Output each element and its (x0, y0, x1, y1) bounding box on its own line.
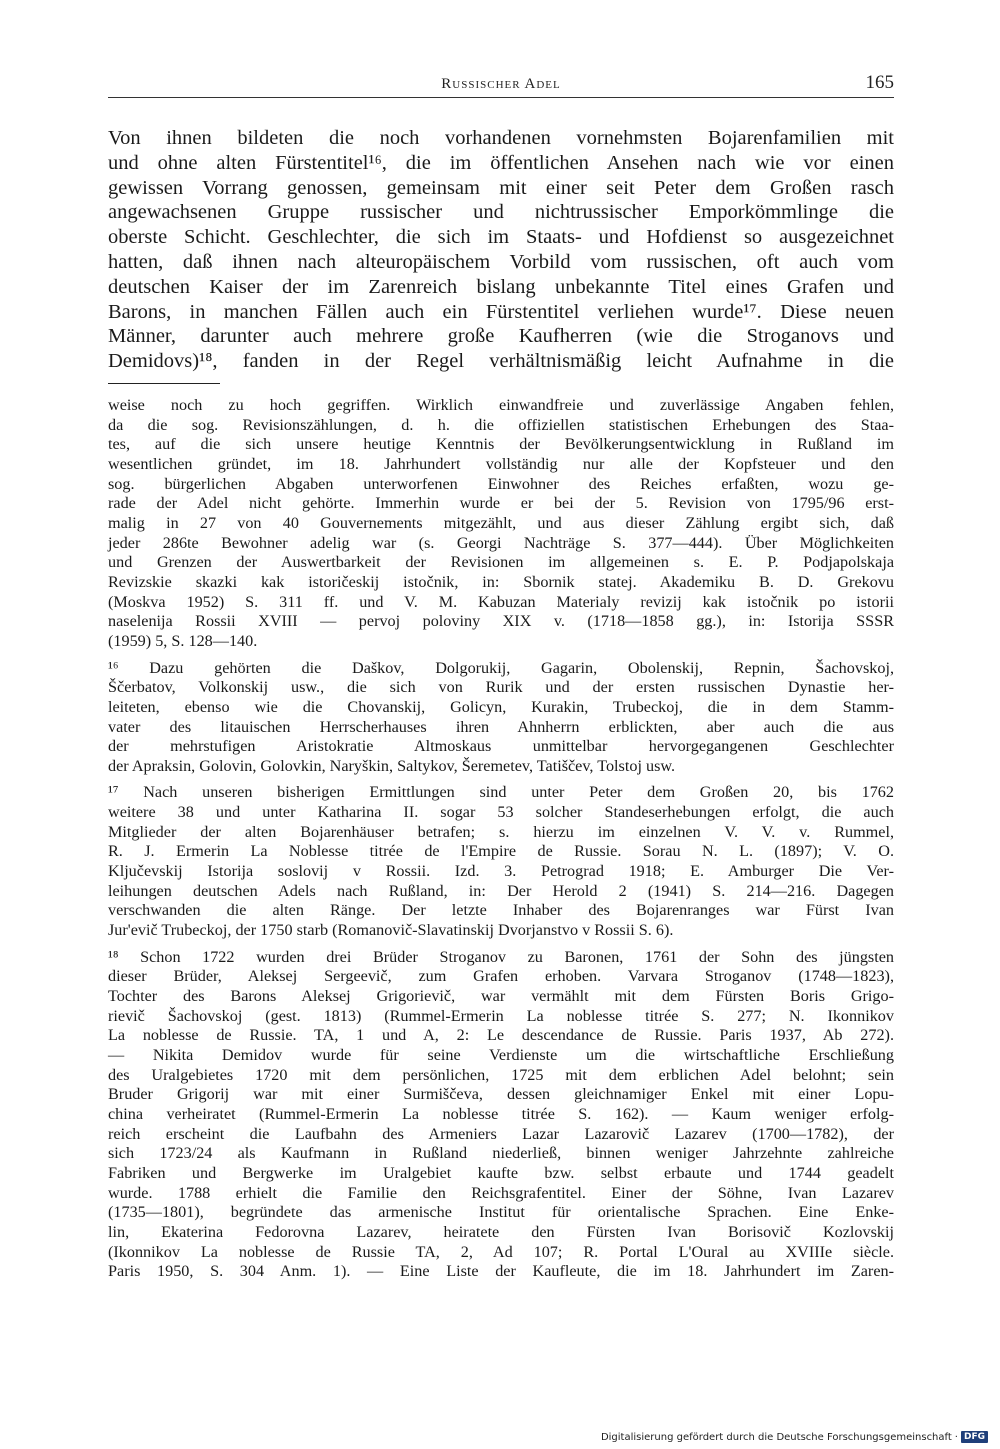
main-line: gewissen Vorrang genossen, gemeinsam mit einer seit Peter dem Großen rasch (108, 176, 894, 199)
main-line: Männer, darunter auch mehrere große Kaufherren (wie die Stroganovs und (108, 325, 894, 348)
footnote-line: leiteten, ebenso wie die Chovanskij, Golicyn, Kurakin, Trubeckoj, die in dem Stamm- (108, 697, 894, 716)
footnote-line: reich erscheint die Laufbahn des Armeniers Lazar Lazarovič Lazarev (1700—1782), der (108, 1124, 894, 1143)
footnote-line: weitere 38 und unter Katharina II. sogar 53 solcher Standeserhebungen erfolgt, die auch (108, 803, 894, 822)
footnote-line: Mitglieder der alten Bojarenhäuser betrafen; s. hierzu im einzelnen V. V. v. Rummel, (108, 822, 894, 841)
footnote-line: rade der Adel nicht gehörte. Immerhin wurde er bei der 5. Revision von 1795/96 erst- (108, 494, 894, 513)
dfg-logo: DFG (961, 1431, 988, 1443)
main-line: deutschen Kaiser der im Zarenreich bislang unbekannte Titel eines Grafen und (108, 275, 894, 298)
footnote-line: (1959) 5, S. 128—140. (108, 631, 258, 650)
digitization-footer (601, 1431, 988, 1443)
main-line: Demidovs)¹⁸, fanden in der Regel verhältnismäßig leicht Aufnahme in die (108, 350, 894, 373)
header-rule (108, 97, 894, 98)
footnote-line: Fabriken und Bergwerke im Uralgebiet kaufte bzw. selbst erbaute und 1744 geadelt (108, 1163, 894, 1182)
main-line: Von ihnen bildeten die noch vorhandenen vornehmsten Bojarenfamilien mit (108, 127, 894, 149)
footnote-line: Tochter des Barons Aleksej Grigorievič, war vermählt mit dem Fürsten Boris Grigo- (108, 987, 894, 1006)
footnote-line: tes, auf die sich unsere heutige Kenntnis der Bevölkerungsentwicklung in Rußland im (108, 435, 894, 454)
footnote-line: — Nikita Demidov wurde für seine Verdienste um die wirtschaftliche Erschließung (108, 1046, 894, 1064)
footer-separator: · (954, 1431, 958, 1443)
footer-text: Digitalisierung gefördert durch die Deutsche Forschungsgemeinschaft (600, 1431, 952, 1443)
footnote-line: ¹⁷ Nach unseren bisherigen Ermittlungen sind unter Peter dem Großen 20, bis 1762 (108, 783, 894, 802)
main-text (108, 126, 894, 374)
footnote-line: der Apraksin, Golovin, Golovkin, Naryškin, Saltykov, Šeremetev, Tatiščev, Tolstoj usw. (108, 756, 676, 775)
footnote-separator (108, 383, 220, 384)
footnote-line: Jur'evič Trubeckoj, der 1750 starb (Romanovič-Slavatinskij Dvorjanstvo v Rossii S. 6). (108, 921, 674, 940)
footnote-line: ¹⁸ Schon 1722 wurden drei Brüder Stroganov zu Baronen, 1761 der Sohn des jüngsten (108, 947, 894, 966)
footnote-line: lin, Ekaterina Fedorovna Lazarev, heiratete den Fürsten Ivan Borisovič Kozlovskij (108, 1222, 894, 1241)
footnote-line: Ključevskij Istorija soslovij v Rossii. Izd. 3. Petrograd 1918; E. Amburger Die Ver- (108, 862, 894, 881)
footnote-line: malig in 27 von 40 Gouvernements mitgezählt, und aus dieser Zählung ergibt sich, daß (108, 513, 894, 532)
running-header (108, 72, 894, 98)
footnote-line: La noblesse de Russie. TA, 1 und A, 2: Le descendance de Russie. Paris 1937, Ab 272). (108, 1026, 894, 1045)
footnote-line: Bruder Grigorij war mit einer Surmiščeva, dessen gleichnamiger Enkel mit einer Lopu- (108, 1085, 894, 1104)
footnote-line: rievič Šachovskoj (gest. 1813) (Rummel-Ermerin La noblesse titrée S. 277; N. Ikonnikov (108, 1006, 894, 1025)
footnote-line: weise noch zu hoch gegriffen. Wirklich einwandfreie und zuverlässige Angaben fehlen, (108, 396, 894, 414)
footnotes (108, 396, 894, 1289)
footnote-line: dieser Brüder, Aleksej Sergeevič, zum Grafen erhoben. Varvara Stroganov (1748—1823), (108, 967, 894, 986)
footnote-line: china verheiratet (Rummel-Ermerin La noblesse titrée S. 162). — Kaum weniger erfolg- (108, 1104, 894, 1123)
footnote-line: wesentlichen gründet, im 18. Jahrhundert vollständig nur alle der Kopfsteuer und den (108, 454, 894, 473)
footnote-line: sich 1723/24 als Kaufmann in Rußland niederließ, binnen weniger Jahrzehnte zahlreiche (108, 1144, 894, 1163)
footnote-line: Revizskie skazki kak istoričeskij istočnik, in: Sbornik statej. Akademiku B. D. Grekovu (108, 572, 894, 591)
footnote-line: verschwanden die alten Ränge. Der letzte Inhaber des Bojarenranges war Fürst Ivan (108, 901, 894, 920)
footnote-line: jeder 286te Bewohner adelig war (s. Georgi Nachträge S. 377—444). Über Möglichkeiten (108, 533, 894, 552)
footnote-line: R. J. Ermerin La Noblesse titrée de l'Empire de Russie. Sorau N. L. (1897); V. O. (108, 842, 894, 861)
footnote-line: Ščerbatov, Volkonskij usw., die sich von Rurik und der ersten russischen Dynastie her- (108, 678, 894, 697)
footnote-line: Paris 1950, S. 304 Anm. 1). — Eine Liste der Kaufleute, die im 18. Jahrhundert im Zaren- (108, 1262, 894, 1281)
footnote-line: da die sog. Revisionszählungen, d. h. die offiziellen statistischen Erhebungen des Staa- (108, 415, 894, 434)
footnote-16 (108, 659, 894, 777)
footnote-line: ¹⁶ Dazu gehörten die Daškov, Dolgorukij, Gagarin, Obolenskij, Repnin, Šachovskoj, (108, 658, 894, 677)
footnote-line: wurde. 1788 erhielt die Familie den Reichsgrafentitel. Einer der Söhne, Ivan Lazarev (108, 1183, 894, 1202)
footnote-line: (Ikonnikov La noblesse de Russie TA, 2, Ad 107; R. Portal L'Oural au XVIIIe siècle. (108, 1242, 894, 1261)
footnote-line: leihungen deutschen Adels nach Rußland, in: Der Herold 2 (1941) S. 214—216. Dagegen (108, 881, 894, 900)
running-title: Russischer Adel (441, 76, 561, 92)
footnote-line: naselenija Rossii XVIII — pervoj poloviny XIX v. (1718—1858 gg.), in: Istorija SSSR (108, 612, 894, 631)
footnote-18 (108, 948, 894, 1282)
main-line: und ohne alten Fürstentitel¹⁶, die im öffentlichen Ansehen nach wie vor einen (108, 151, 894, 174)
footnote-line: (Moskva 1952) S. 311 ff. und V. M. Kabuzan Materialy revizij kak istočnik po istorii (108, 592, 894, 611)
footnote-line: (1735—1801), begründete das armenische Institut für orientalische Sprachen. Eine Enke- (108, 1203, 894, 1222)
main-line: hatten, daß ihnen nach alteuropäischem Vorbild vom russischen, oft auch vom (108, 250, 894, 273)
main-line: oberste Schicht. Geschlechter, die sich im Staats- und Hofdienst so ausgezeichnet (108, 226, 894, 249)
footnote-line: vater des litauischen Herrscherhauses ihren Ahnherrn erblickten, aber auch die aus (108, 717, 894, 736)
footnote-line: der mehrstufigen Aristokratie Altmoskaus unmittelbar hervorgegangenen Geschlechter (108, 737, 894, 756)
footnote-line: sog. bürgerlichen Abgaben unterworfenen Einwohner des Reiches erfaßten, wozu ge- (108, 474, 894, 493)
footnote-17 (108, 783, 894, 940)
footnote-continuation (108, 396, 894, 652)
footnote-line: und Grenzen der Auswertbarkeit der Revisionen im allgemeinen s. E. P. Podjapolskaja (108, 553, 894, 572)
main-line: Barons, in manchen Fällen auch ein Fürstentitel verliehen wurde¹⁷. Diese neuen (108, 300, 894, 323)
footnote-line: des Uralgebietes 1720 mit dem persönlichen, 1725 mit dem erblichen Adel belohnt; sein (108, 1065, 894, 1084)
main-line: angewachsenen Gruppe russischer und nichtrussischer Emporkömmlinge die (108, 201, 894, 224)
page-number: 165 (865, 72, 894, 93)
